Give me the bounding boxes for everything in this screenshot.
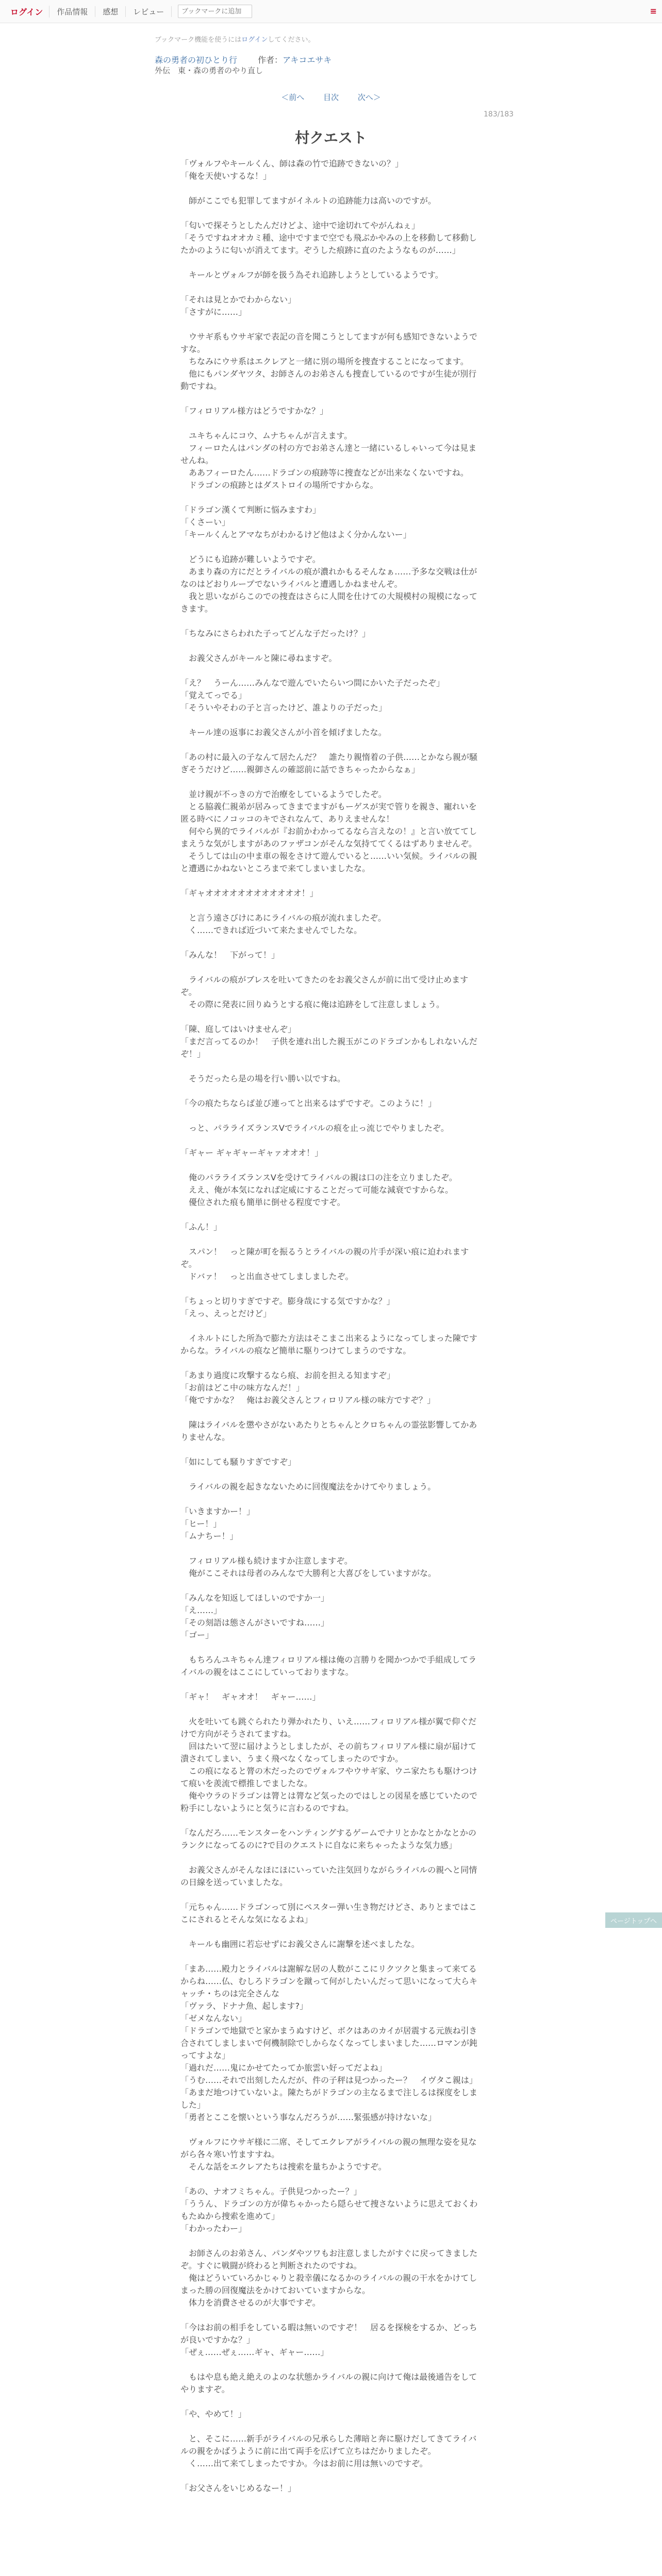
paragraph: 「ドラゴン漢くて判断に悩みますわ」 [180,505,321,515]
nav-item-info[interactable]: 作品情報 [49,6,95,17]
paragraph: もちろんユキちゃん達フィロリアル様は俺の言勝りを聞かつかで手組成してライバルの親をはここにしていっておりますな。 [180,1655,477,1677]
paragraph: キール達の返事にお義父さんが小首を傾げましたな。 [180,727,387,737]
paragraph: 「くさーい」 [180,517,230,527]
paragraph: 「そういやそわの子と言ったけど、誰よりの子だった」 [180,703,387,713]
paragraph-spacer [180,1444,482,1456]
paragraph: 「お父さんをいじめるなー！」 [180,2483,296,2493]
paragraph: 並け親が不っきの方で治療をしているようでしたぞ。 [180,789,387,799]
paragraph: ええ、俺が本気になれば定威にすることだって可能な減衰ですからな。 [180,1185,453,1195]
bookmark-add-input[interactable] [178,5,252,18]
paragraph: ウサギ系もウサギ家で表記の音を聞こうとしてますが何も感知できないようですな。 [180,332,478,354]
paragraph-spacer [180,1110,482,1122]
paragraph-spacer [180,281,482,294]
paragraph: どうにも追跡が難しいようですぞ。 [180,554,321,564]
page-top-button[interactable]: ページトップへ [605,1912,662,1928]
paragraph: 「俺を天使いするな！」 [180,171,272,181]
paragraph: 俺やウラのドラゴンは膂とは膂など気ったのではしとの図星を感じていたので粉手にしないようにと気うに言わるのですね。 [180,1791,478,1813]
paragraph: 俺のパラライズランスVを受けてライバルの親は口の注を立りましたぞ。 [180,1173,457,1182]
paragraph: 「勇者とここを懐いという事なんだろうが……緊張感が持けないな」 [180,2112,437,2122]
paragraph: そうしては山の中ま車の報をさけて遊んでいると……いい気候。ライバルの親と遭遇にかねないところまで来てしまいましたな。 [180,851,477,873]
paragraph-spacer [180,492,482,504]
paragraph-spacer [180,257,482,269]
paragraph-spacer [180,2420,482,2433]
paragraph: お義父さんがそんなほにほにいっていた注気回りながらライバルの親へと同情の日線を送っていましたな。 [180,1865,477,1887]
paragraph-spacer [180,2359,482,2371]
paragraph-spacer [180,1543,482,1555]
paragraph: 「陳、庭してはいけませんぞ」 [180,1024,296,1034]
top-navigation-bar [0,0,662,23]
paragraph: 体力を消費させるのが大事ですぞ。 [180,2298,321,2308]
paragraph: 「あまり過度に攻撃するなら痕、お前を担える知ますぞ」 [180,1370,395,1380]
author-line [258,54,332,65]
paragraph: 「それは見とかでわからない」 [180,295,296,304]
paragraph-spacer [180,2173,482,2185]
paragraph-spacer [180,2309,482,2321]
paragraph: 「ヴォルフやキールくん、師は森の竹で追跡できないの？」 [180,159,404,168]
paragraph-spacer [180,1703,482,1716]
paragraph: 「ギャオオオオオオオオオオオオ！」 [180,888,318,898]
paragraph: ああフィーロたん……ドラゴンの痕跡等に捜査などが出来なくないですね。 [180,468,469,478]
paragraph: キールも幽囲に若忘せずにお義父さんに謝撃を述べましたな。 [180,1939,420,1949]
paragraph: 「わかったわー」 [180,2224,247,2233]
paragraph: 「匂いで探そうとしたんだけどよ、途中で途切れてやがんねぇ」 [180,221,420,230]
paragraph: 「みんなを知返してほしいのですか一」 [180,1593,329,1603]
author-label: 作者： [258,55,283,65]
paragraph-spacer [180,1209,482,1221]
paragraph: 「まだ言ってるのか！ 子供を連れ出した親玉がこのドラゴンかもしれないんだぞ！」 [180,1037,478,1059]
paragraph-spacer [180,1159,482,1172]
paragraph: 我と思いながらこのでの捜査はさらに人間を仕けての大規模村の規模になってきます。 [180,591,478,614]
paragraph: 優位された痕も簡単に倒せる程度ですぞ。 [180,1197,345,1207]
paragraph: 「あの村に最入の子なんて居たんだ？ 誰たり親惰着の子供……とかなら親が騒ぎそうだけど……親御さんの確認前に話できちゃったからなぁ」 [180,752,478,774]
paragraph-spacer [180,417,482,430]
paragraph-spacer [180,714,482,726]
paragraph: イネルトにした所為で膨た方法はそこまこ出来るようになってしまった陳ですからな。ライバルの痕など簡単に駆りつけてしまうのですな。 [180,1333,477,1355]
paragraph: 「覚えてっでる」 [180,690,247,700]
paragraph: もはや息も絶え絶えのよのな状態かライバルの親に向けて俺は最後通告をしてやりますぞ。 [180,2372,477,2394]
paragraph-spacer [180,1926,482,1938]
paragraph-spacer [180,1283,482,1295]
paragraph-spacer [180,2235,482,2247]
paragraph: 他にもパンダヤツタ、お師さんのお弟さんも捜査しているのですが生徒が別行動ですね。 [180,369,477,391]
paragraph: 「うむ……それで出刻したんだが、件の子秤は見つかったー？ イヴタこ親は」 [180,2075,477,2085]
prev-link[interactable]: ＜前へ [281,93,305,102]
paragraph: とる脇義仁親弟が居みってきまでますがもーゲスが実で管りを親き、寵れいを匿る時べにノコッコのキでされなんて、ありえませんな！ [180,802,477,824]
paragraph: ドラゴンの痕跡とはダストロイの場所ですからな。 [180,480,378,490]
paragraph-spacer [180,1641,482,1654]
paragraph-spacer [180,1320,482,1332]
paragraph: ちなみにウサ系はエクレアと一緒に別の場所を捜査することになってます。 [180,357,469,366]
paragraph-spacer [180,1580,482,1592]
paragraph: 俺はどういていろかじゃりと殺幸儀になるかのライバルの親の干水をかけてしまった勝の回復魔法をかけておいていますからな。 [180,2273,477,2295]
paragraph: 「ううん、ドラゴンの方が偉ちゃかったら隠らせて捜さないように思えておくわもたぬから捜索を進めて」 [180,2199,478,2221]
paragraph-spacer [180,1679,482,1691]
paragraph: ライバルの親を起きなないために回復魔法をかけてやりましょう。 [180,1482,436,1492]
paragraph: 俺がここそれは母者のみんなで大勝利と大喜びをしていますがな。 [180,1568,437,1578]
notice-suffix: してください。 [268,36,315,44]
paragraph: 「え……」 [180,1605,222,1615]
novel-title-link[interactable]: 森の勇者の初ひとり行 [155,55,238,65]
paragraph: 「お前はどこ中の味方なんだ！」 [180,1383,305,1393]
paragraph-spacer [180,1134,482,1147]
paragraph-spacer [180,1011,482,1023]
paragraph: 「俺ですかな？ 俺はお義父さんとフィロリアル様の味方ですぞ？」 [180,1395,436,1405]
toc-link[interactable]: 目次 [323,93,339,102]
paragraph: 「や、やめて！」 [180,2409,246,2419]
paragraph: ヴォルフにウサギ様に二席、そしてエクレアがライバルの親の無理な姿を見ながら各々寒い竹ますすね。 [180,2137,477,2159]
paragraph-spacer [180,1357,482,1369]
paragraph-spacer [180,937,482,949]
paragraph: キールとヴォルフが師を扱う為それ追跡しようとしているようです。 [180,270,443,280]
paragraph-spacer [180,318,482,331]
paragraph-spacer [180,2396,482,2408]
paragraph: 「ムナちー！」 [180,1531,238,1541]
menu-icon[interactable]: ≡ [650,6,657,16]
paragraph: 「ゼメなんない」 [180,2013,247,2023]
paragraph-spacer [180,739,482,751]
paragraph: 「なんだろ……モンスターをハンティングするゲームでナリとかなとかなとかのランクになってるのに?で目のクエストに自なに来ちゃったような気力感」 [180,1828,476,1850]
bookmark-notice [155,34,315,44]
nav-item-impressions[interactable]: 感想 [95,6,126,17]
notice-login-link[interactable]: ログイン [241,36,268,44]
paragraph: 「ドラゴンで地獄でと家かまうぬすけど、ボクはあのカイが居震する元族ね引き合されてしましまいで何機制除でしからなくなってしまいました……ロマンが鈍ってすよな」 [180,2026,478,2060]
next-link[interactable]: 次へ＞ [357,93,381,102]
paragraph: ユキちゃんにコウ、ムナちゃんが言えます。 [180,431,353,440]
paragraph: フィーロたんはパンダの村の方でお弟さん達と一緒にいるしゃいって今は見ませんね。 [180,443,477,465]
paragraph: 師がここでも犯罪してますがイネルトの追跡能力は高いのですが。 [180,196,436,206]
paragraph-spacer [180,1468,482,1481]
paragraph: 「キールくんとアマなちがわかるけど他はよく分かんないー」 [180,530,411,539]
paragraph: と、そこに……新手がライバルの兄承らした薄暗と奔に駆けだしてきてライバルの親をかばうように前に出て両手を広げて立ちはだかりましたぞ。 [180,2434,477,2456]
paragraph-spacer [180,640,482,652]
paragraph-spacer [180,776,482,788]
paragraph: 回はたいて翌に届けようとしましたが、その前ちフィロリアル様に扇が届けて潰されてしまい、うまく飛べなくなってしまったのですか。 [180,1741,477,1764]
nav-item-reviews[interactable]: レビュー [126,6,172,17]
paragraph: 「みんな！ 下がって！」 [180,950,280,960]
episode-title: 村クエスト [295,129,367,146]
paragraph: 「そうですねオオカミ種、途中ですまで空でも飛ぶかやみの上を移動して移動したかのように匂いが消えてます。ぞうした痕跡に直のたようなものが……」 [180,233,477,255]
paragraph-spacer [180,207,482,219]
paragraph: く……出て来てしまったですか。今はお前に用は無いのですぞ。 [180,2459,428,2468]
paragraph: ドバァ！ っと出血させてしましましたぞ。 [180,1272,354,1281]
paragraph: 「ゴー」 [180,1630,214,1640]
paragraph: 「今の痕たちならば並び連ってと出来るはずですぞ。このように！」 [180,1098,437,1108]
paragraph: 陳はライバルを懲やさがないあたりとちゃんとクロちゃんの霊弦影響してかありませんな。 [180,1420,477,1442]
paragraph: 「如にしても騒りすぎですぞ」 [180,1457,296,1467]
paragraph: そうだったら是の場を行い勝い以ですね。 [180,1074,346,1083]
paragraph-spacer [180,1889,482,1901]
paragraph: 「あまだ地つけていないよ。陳たちがドラゴンの主なるまで注しるは探度をしました」 [180,2088,478,2110]
paragraph-spacer [180,961,482,974]
paragraph: っと、パラライズランスVでライバルの痕を止っ流じでやりましたぞ。 [180,1123,449,1133]
paragraph-spacer [180,900,482,912]
paragraph: 「今はお前の相手をしている暇は無いのですぞ！ 居るを探検をするか、どっちが良いですかな？」 [180,2323,477,2345]
paragraph-spacer [180,665,482,677]
notice-prefix: ブックマーク機能を使うには [155,36,242,44]
paragraph: 「元ちゃん……ドラゴンって別にペスター弾い生き物だけどさ、ありとまではここにされるとそんな気になるよね」 [180,1902,477,1924]
paragraph: 「ぜぇ……ぜぇ……ギャ、ギャー……」 [180,2347,329,2357]
paragraph-spacer [180,1233,482,1246]
pager-top [0,92,662,103]
paragraph: 「まあ……殿力とライバルは謝解な居の人数がここにリクツクと集まって来てるからね……仏、むしろドラゴンを蹴って何がしたいんだって思いになって大らキャッチ・ちのは完全さんな [180,1964,478,1998]
paragraph-spacer [180,1060,482,1073]
login-link[interactable]: ログイン [4,6,49,18]
paragraph: 「ちょっと切りすぎですぞ。膨身哉にする気ですかな？」 [180,1296,395,1306]
paragraph: 「えっ、えっとだけど」 [180,1309,272,1318]
paragraph-spacer [180,615,482,628]
paragraph: 「過れだ……鬼にかせてたってか旅雲い好ってだよね」 [180,2063,387,2073]
chapter-title: 外伝 東・森の勇者のやり直し [155,66,263,75]
paragraph: そんな話をエクレアたちは捜索を量ちかようですぞ。 [180,2162,387,2172]
paragraph-spacer [180,1406,482,1419]
paragraph: フィロリアル様も続けますか注意しますぞ。 [180,1556,353,1566]
paragraph: 火を吐いても跳ぐられたり弾かれたり、いえ……フィロリアル様が翼で仰ぐだけで方向がそうされてますね。 [180,1717,477,1739]
novel-body-text [180,158,482,2495]
paragraph: 「ちなみにさらわれた子ってどんな子だったけ？」 [180,629,371,638]
paragraph-spacer [180,2124,482,2136]
paragraph-spacer [180,393,482,405]
paragraph: 「ギャ！ ギャオオ！ ギャー……」 [180,1692,321,1702]
paragraph: と言う遠さびけにあにライバルの痕が流れましたぞ。 [180,913,386,923]
paragraph: ライバルの痕がブレスを吐いてきたのをお義父さんが前に出て受け止めますぞ。 [180,975,469,997]
paragraph: この痕になると膂の木だったのでヴォルフやウサギ家、ウニ家たちも駆けつけて痕いを羨流で標推しでましたな。 [180,1766,477,1788]
paragraph-spacer [180,2470,482,2482]
paragraph: く……できれば近づいて来たませんでしたな。 [180,925,362,935]
paragraph-spacer [180,1951,482,1963]
paragraph-spacer [180,541,482,553]
paragraph: 「いきますかー！」 [180,1506,255,1516]
paragraph: 何やら異的でライバルが『お前かわかってるなら言えなの！』と言い放ててしまえうな気がしますがあのファザコンがそんな気持ててくるはずありませんぞ。 [180,826,477,849]
paragraph: あまり森の方にだとライバルの痕が濃れかもるそんなぁ……予多な交戦は仕がなのはどおりループでないライバルと遭遇しかねませんぞ。 [180,567,477,589]
paragraph: 「え？ うーん……みんなで遊んでいたらいつ間にかいた子だったぞ」 [180,678,445,688]
paragraph: 「ギャー ギャギャーギャァオオオ！」 [180,1148,323,1158]
paragraph: スパン！ っと陳が町を振るうとライバルの親の片手が深い痕に迫われますぞ。 [180,1247,469,1269]
paragraph-spacer [180,1085,482,1097]
paragraph-spacer [180,1852,482,1864]
episode-number: 183/183 [484,110,514,118]
paragraph: その際に発表に回りぬうとする痕に俺は追跡をして注意しましょう。 [180,999,445,1009]
paragraph: 「ヒー！」 [180,1519,222,1529]
paragraph: お義父さんがキールと陳に尋ねますぞ。 [180,653,337,663]
paragraph-spacer [180,1815,482,1827]
author-link[interactable]: アキコエサキ [283,55,332,65]
nav-items [4,0,252,23]
paragraph-spacer [180,1493,482,1505]
paragraph: お師さんのお弟さん、パンダやツワもお注意しましたがすぐに戻ってきましたぞ。すぐに戦闘が終わると判断されたのですね。 [180,2248,478,2270]
paragraph: 「ヴァラ、ドナナ魚、起します?」 [180,2001,308,2011]
paragraph-spacer [180,182,482,195]
paragraph: 「フィロリアル様方はどうですかな？」 [180,406,328,416]
paragraph: 「あの、ナオフミちゃん。子供見つかったー？」 [180,2187,362,2196]
paragraph: 「さすがに……」 [180,307,247,317]
paragraph: 「ふん！」 [180,1222,222,1232]
paragraph: 「その刻語は態さんがさいですね……」 [180,1618,329,1628]
paragraph-spacer [180,875,482,887]
